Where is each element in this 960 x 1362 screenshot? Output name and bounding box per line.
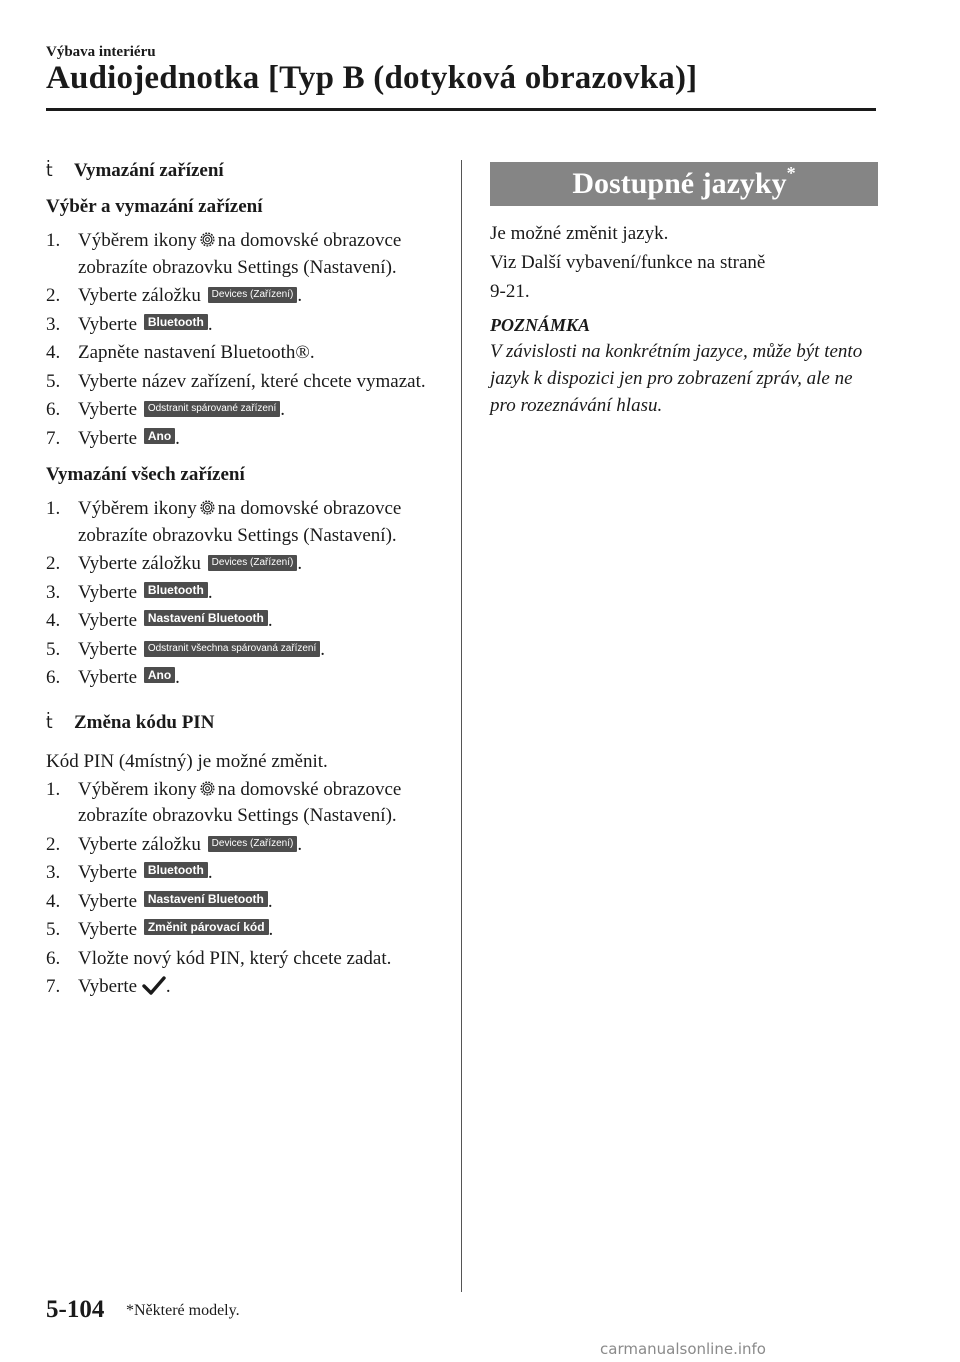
- gear-icon: [199, 231, 216, 248]
- note-title: POZNÁMKA: [490, 315, 591, 335]
- page-title: Audiojednotka [Typ B (dotyková obrazovka)]: [46, 60, 698, 96]
- list-item: 3. Vyberte Bluetooth .: [46, 862, 213, 883]
- bluetooth-button: Bluetooth: [144, 314, 208, 330]
- languages-line: Viz Další vybavení/funkce na straně: [490, 252, 766, 273]
- subheading-select-delete: Výběr a vymazání zařízení: [46, 196, 263, 217]
- remove-all-paired-devices-button: Odstranit všechna spárovaná zařízení: [144, 641, 320, 657]
- list-item: 5. Vyberte Odstranit všechna spárovaná zařízení .: [46, 638, 326, 660]
- bluetooth-settings-button: Nastavení Bluetooth: [144, 610, 268, 626]
- devices-tab-button: Devices (Zařízení): [208, 555, 298, 571]
- list-item: 2. Vyberte záložku Devices (Zařízení) .: [46, 553, 303, 574]
- list-item: 7. Vyberte .: [46, 976, 171, 997]
- list-item: 6. Vyberte Ano .: [46, 667, 180, 688]
- page-number: 5-104: [46, 1296, 105, 1323]
- devices-tab-button: Devices (Zařízení): [208, 836, 298, 852]
- remove-paired-device-button: Odstranit spárované zařízení: [144, 401, 280, 417]
- list-item: 4. Zapněte nastavení Bluetooth®.: [46, 342, 315, 363]
- section-marker-icon: ṫ: [46, 161, 53, 181]
- list-item: 1. Výběrem ikony na domovské obrazovce zobrazíte obrazovku Settings (Nastavení).: [46, 230, 402, 278]
- list-item: 6. Vložte nový kód PIN, který chcete zadat.: [46, 947, 392, 969]
- watermark: carmanualsonline.info: [600, 1340, 766, 1358]
- list-item: 4. Vyberte Nastavení Bluetooth .: [46, 890, 273, 912]
- column-divider: [461, 160, 462, 1292]
- list-item: 7. Vyberte Ano .: [46, 427, 180, 449]
- bluetooth-settings-button: Nastavení Bluetooth: [144, 891, 268, 907]
- gear-icon: [199, 499, 216, 516]
- list-item: 6. Vyberte Odstranit spárované zařízení .: [46, 399, 285, 420]
- list-item: 2. Vyberte záložku Devices (Zařízení) .: [46, 833, 303, 855]
- bluetooth-button: Bluetooth: [144, 862, 208, 878]
- footnote: *Některé modely.: [126, 1302, 240, 1319]
- checkmark-icon: [142, 975, 166, 995]
- change-pairing-code-button: Změnit párovací kód: [144, 919, 269, 935]
- steps-change-pin: [46, 777, 446, 1001]
- note-text: V závislosti na konkrétním jazyce, může být tento jazyk k dispozici jen pro zobrazení zpráv, ale ne pro rozeznávání hlasu.: [490, 341, 863, 416]
- steps-delete-all: [46, 496, 446, 692]
- languages-line: Je možné změnit jazyk.: [490, 223, 669, 244]
- gear-icon: [199, 780, 216, 797]
- list-item: 2. Vyberte záložku Devices (Zařízení) .: [46, 285, 303, 306]
- yes-button: Ano: [144, 428, 175, 444]
- list-item: 1. Výběrem ikony na domovské obrazovce zobrazíte obrazovku Settings (Nastavení).: [46, 778, 402, 826]
- section-heading-change-pin: ṫ Změna kódu PIN: [46, 711, 215, 733]
- list-item: 5. Vyberte Změnit párovací kód .: [46, 919, 274, 940]
- languages-line: 9-21.: [490, 281, 530, 302]
- list-item: 4. Vyberte Nastavení Bluetooth .: [46, 610, 273, 631]
- section-heading-delete-device: ṫ Vymazání zařízení: [46, 160, 224, 181]
- devices-tab-button: Devices (Zařízení): [208, 287, 298, 303]
- list-item: 3. Vyberte Bluetooth .: [46, 581, 213, 603]
- bluetooth-button: Bluetooth: [144, 582, 208, 598]
- right-column: [490, 162, 878, 419]
- footnote-mark: *: [786, 163, 796, 183]
- header-rule: [46, 108, 876, 111]
- section-marker-icon: ṫ: [46, 712, 53, 733]
- change-pin-intro: Kód PIN (4místný) je možné změnit.: [46, 750, 328, 772]
- steps-select-delete: [46, 228, 446, 452]
- left-column: [46, 160, 446, 1013]
- subheading-delete-all: Vymazání všech zařízení: [46, 464, 245, 485]
- list-item: 1. Výběrem ikony na domovské obrazovce zobrazíte obrazovku Settings (Nastavení).: [46, 498, 402, 546]
- list-item: 5. Vyberte název zařízení, které chcete vymazat.: [46, 370, 426, 392]
- yes-button: Ano: [144, 667, 175, 683]
- languages-banner: Dostupné jazyky*: [490, 162, 878, 206]
- list-item: 3. Vyberte Bluetooth .: [46, 313, 213, 335]
- section-label: Výbava interiéru: [46, 44, 156, 60]
